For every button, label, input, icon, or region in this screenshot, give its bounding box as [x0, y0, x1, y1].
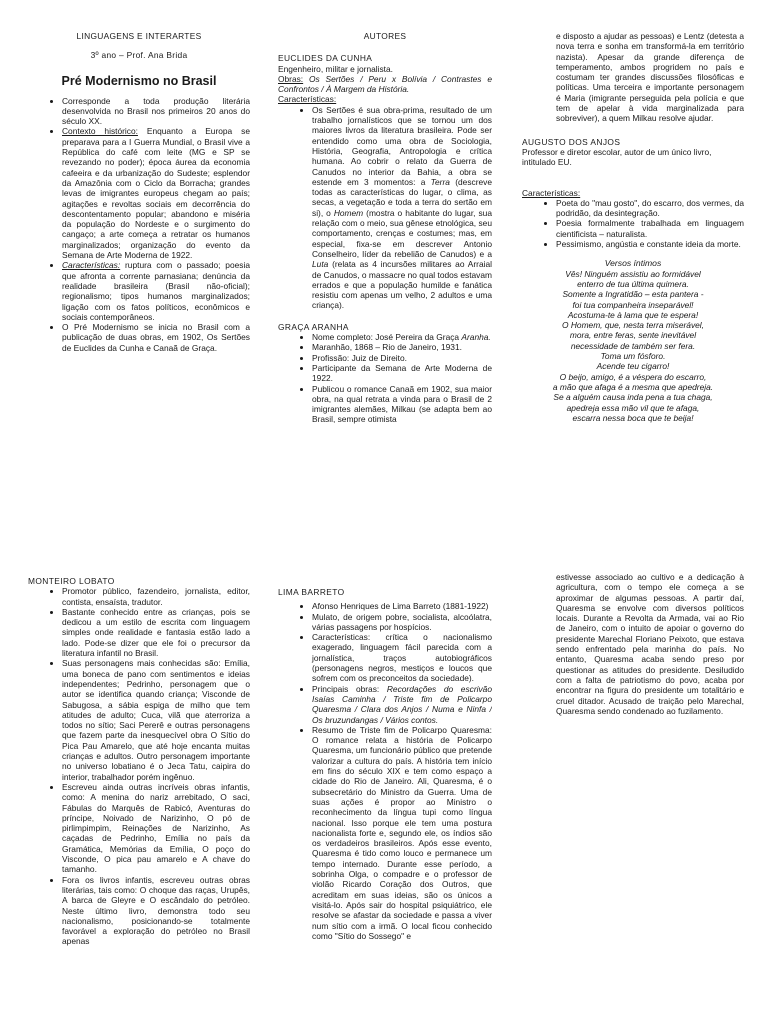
- intro-column: [28, 0, 250, 520]
- page-title: Pré Modernismo no Brasil: [61, 73, 217, 88]
- poem-line: apedreja essa mão vil que te afaga,: [566, 402, 700, 413]
- poem-line: mora, entre feras, sente inevitável: [569, 330, 697, 341]
- characteristics-label: Características:: [522, 187, 581, 198]
- poem-line: enterro de tua última quimera.: [577, 278, 689, 289]
- list-item: • Nome completo: José Pereira da Graça Aranha.: [312, 332, 492, 342]
- authors-header: AUTORES: [363, 31, 407, 41]
- poem-line: Se a alguém causa inda pena a tua chaga,: [553, 392, 713, 403]
- poem-line: Somente a Ingratidão – esta pantera -: [562, 289, 704, 300]
- author-name-graca: GRAÇA ARANHA: [278, 321, 349, 332]
- list-item: • Bastante conhecido entre as crianças, pois se dedicou a um estilo de escrita com linguagem simples onde realidade e fantasia estão lado a lado. Pode-se dizer que ele foi o precursor da literatura infantil no Brasil.: [62, 607, 250, 658]
- author-description: Engenheiro, militar e jornalista.: [278, 63, 393, 74]
- quaresma-continuation-column: [522, 572, 744, 1024]
- list-item: • Suas personagens mais conhecidas são: Emília, uma boneca de pano com sentimentos e ideias independentes; Pedrinho, personagem que o autor se identifica quando criança; Visconde de Sabugosa, a sábia espiga de milho que tem atitudes de adulto; Cuca, vilã que aterroriza a todos no sítio; Saci Pererê e outras personagens que fazem parte da inesquecível obra O Sítio do Pica Pau Amarelo, que até hoje encanta muitas crianças e adultos. Outro personagem importante no universo lobatiano é o Jeca Tatu, caipira do interior, trabalhador porém ingênuo.: [62, 658, 250, 782]
- course-header: LINGUAGENS E INTERARTES: [76, 31, 202, 41]
- author-description: Professor e diretor escolar, autor de um único livro, intitulado EU.: [522, 146, 712, 168]
- lima-barreto-column: [278, 572, 492, 1024]
- lobato-column: [28, 572, 250, 1024]
- graca-list: [278, 332, 492, 425]
- canaa-continuation: e disposto a ajudar as pessoas) e Lentz (detesta a nova terra e sonha em transformá-la em território nazista). Apesar da grande diferença de temperamento, ambos progridem no país e costumam ter grandes discussões filosóficas e políticas. Uma terceira e importante personagem é Maria (imigrante perseguida pela polícia e que tem de apelar à vida marginalizada para sobreviver), a quem Milkau resolve ajudar.: [556, 31, 744, 124]
- author-name-euclides: EUCLIDES DA CUNHA: [278, 53, 373, 64]
- list-item: • Características: ruptura com o passado; poesia que afronta a corrente parnasiana; denúncia da realidade brasileira (Brasil não-oficial); regionalismo; tipos humanos marginalizados; ligação com os fatos políticos, econômicos e sociais contemporâneos.: [62, 260, 250, 322]
- list-item: • Escreveu ainda outras incríveis obras infantis, como: A menina do nariz arrebitado, O saci, Fábulas do Marquês de Rabicó, Aventuras do príncipe, Noivado de Narizinho, O pó de pirlimpimpim, Reinações de Narizinho, As caçadas de Pedrinho, Emília no país da Gramática, Memórias da Emília, O poço do Visconde, O pica pau amarelo e A chave do tamanho.: [62, 782, 250, 875]
- context-label: Contexto histórico:: [62, 126, 138, 137]
- poem-line: a mão que afaga é a mesma que apedreja.: [552, 381, 714, 392]
- authors-column: [278, 0, 492, 520]
- poem-line: Acostuma-te à lama que te espera!: [567, 309, 699, 320]
- poem-title: Versos íntimos: [604, 258, 662, 269]
- list-item: • Resumo de Triste fim de Policarpo Quaresma: O romance relata a história de Policarpo Quaresma, um funcionário público que pretende valorizar a cultura do país. A história tem início em fins do século XIX e tem como espaço a cidade do Rio de Janeiro. Ali, Quaresma, é o subsecretário do Ministro da Guerra. Uma de suas ações é propor ao Ministro o reconhecimento da língua tupi como língua nacional. Isso porque ele tem uma postura nacionalista forte e, segundo ele, os índios são os verdadeiros brasileiros. Após esse evento, Quaresma é tido como louco e permanece um tempo internado. Durante esse período, a sobrinha Olga, o compadre e o professor de violão Ricardo Coração dos Outros, que acreditam em suas ideias, são os únicos a visitá-lo. Após sair do hospital psiquiátrico, ele resolve se afastar da sociedade e passa a viver num sítio com a irmã. O local ficou conhecido como "Sítio do Sossego" e: [312, 725, 492, 941]
- list-item: • O Pré Modernismo se inicia no Brasil com a publicação de duas obras, em 1902, Os Sertões de Euclides da Cunha e Canaã de Graça.: [62, 322, 250, 353]
- continuation-column: [522, 0, 744, 520]
- author-name-augusto: AUGUSTO DOS ANJOS: [522, 136, 621, 147]
- poem-line: necessidade de também ser fera.: [570, 340, 696, 351]
- poem-line: Acende teu cigarro!: [596, 361, 670, 372]
- intro-list: [28, 96, 250, 353]
- list-item: • Afonso Henriques de Lima Barreto (1881-1922): [312, 601, 492, 611]
- author-name-lobato: MONTEIRO LOBATO: [28, 576, 115, 586]
- lobato-list: [28, 586, 250, 946]
- poem-line: foi tua companheira inseparável!: [572, 299, 694, 310]
- poem-line: Toma um fósforo.: [600, 351, 666, 362]
- list-item: • Principais obras: Recordações do escrivão Isaías Caminha / Triste fim de Policarpo Quaresma / Clara dos Anjos / Numa e Ninfa / Os bruzundangas / Vários contos.: [312, 684, 492, 725]
- lima-barreto-list: [278, 601, 492, 941]
- list-item: • Características: crítica o nacionalismo exagerado, linguagem fácil parecida com a jornalística, traços autobiográficos (personagens negros, mestiços e loucos que sofrem com os preconceitos da sociedade).: [312, 632, 492, 683]
- augusto-list: [522, 198, 744, 249]
- poem: [522, 258, 744, 423]
- course-subheader: 3º ano – Prof. Ana Brida: [90, 50, 188, 61]
- list-item: • Os Sertões é sua obra-prima, resultado de um trabalho jornalísticos que se tornou um dos maiores livros da literatura brasileira. Pode ser entendido como uma obra de Sociologia, História, Geografia, Antropologia e crítica humana. Ao cobrir o relato da Guerra de Canudos no interior da Bahia, a obra se estende em 3 momentos: a Terra (descreve todas as características do lugar, o clima, as secas, a vegetação e toda a terra do sertão em si), o Homem (mostra o habitante do lugar, sua relação com o meio, sua gênese etnológica, seu comportamento, crenças e costumes; mas, em especial, fixa-se em descrever Antonio Conselheiro, líder da rebelião de Canudos) e a Luta (relata as 4 incursões militares ao Arraial de Canudos, o massacre no qual todos estavam errados e que a população humilde e fanática resistiu com apenas um velho, 2 adultos e uma criança).: [312, 105, 492, 311]
- poem-line: O Homem, que, nesta terra miserável,: [562, 320, 704, 331]
- list-item: • Contexto histórico: Enquanto a Europa se preparava para a I Guerra Mundial, o Brasil vive a República do café com leite (MG e SP se revezando no poder); época áurea da economia cafeeira e da urbanização do Sudeste; esplendor da Amazônia com o Ciclo da Borracha; grandes levas de imigrantes europeus chegam ao país; agitações e revoltas sociais em decorrência do descontentamento popular; abandono e miséria da população do Nordeste e o surgimento do cangaço; a arte começa a retratar os humanos marginalizados; organização do evento da Semana de Arte Moderna de 1922.: [62, 126, 250, 260]
- poem-line: Vês! Ninguém assistiu ao formidável: [565, 268, 701, 279]
- euclides-list: [278, 105, 492, 311]
- list-item: • Fora os livros infantis, escreveu outras obras literárias, tais como: O choque das raças, Urupês, A barca de Gleyre e O escândalo do petróleo. Neste último livro, demonstra todo seu nacionalismo, posicionando-se totalmente favorável a exploração do petróleo no Brasil apenas: [62, 875, 250, 947]
- list-item: • Maranhão, 1868 – Rio de Janeiro, 1931.: [312, 342, 492, 352]
- author-name-lima-barreto: LIMA BARRETO: [278, 587, 345, 597]
- list-item: • Publicou o romance Canaã em 1902, sua maior obra, na qual retrata a vinda para o Brasil de 2 imigrantes alemães, Milkau (se adapta bem ao Brasil, sempre otimista: [312, 384, 492, 425]
- characteristics-label: Características:: [278, 94, 337, 105]
- list-item: • Mulato, de origem pobre, socialista, alcoólatra, várias passagens por hospícios.: [312, 612, 492, 633]
- list-item: • Profissão: Juiz de Direito.: [312, 353, 492, 363]
- list-item: • Poeta do "mau gosto", do escarro, dos vermes, da podridão, da desintegração.: [556, 198, 744, 219]
- list-item: • Participante da Semana de Arte Moderna de 1922.: [312, 363, 492, 384]
- works-line: Obras: Os Sertões / Peru x Bolívia / Contrastes e Confrontos / À Margem da História.: [278, 73, 492, 95]
- list-item: • Corresponde a toda produção literária desenvolvida no Brasil nos primeiros 20 anos do século XX.: [62, 96, 250, 127]
- poem-line: escarra nessa boca que te beija!: [572, 412, 694, 423]
- poem-line: O beijo, amigo, é a véspera do escarro,: [559, 371, 707, 382]
- characteristics-label: Características:: [62, 260, 121, 271]
- list-item: • Pessimismo, angústia e constante ideia da morte.: [556, 239, 744, 249]
- list-item: • Promotor público, fazendeiro, jornalista, editor, contista, ensaísta, tradutor.: [62, 586, 250, 607]
- list-item: • Poesia formalmente trabalhada em linguagem cientificista – naturalista.: [556, 218, 744, 239]
- quaresma-continuation: estivesse associado ao cultivo e a dedicação à agricultura, com o tempo ele começa a se aproximar de algumas pessoas. A partir daí, Quaresma se envolve com diversos políticos locais. Durante a Revolta da Armada, vai ao Rio de Janeiro, com o intuito de apoiar o governo do presidente Marechal Floriano Peixoto, que estava sendo enfrentado pela marinha do país. No entanto, Quaresma acaba sendo preso por questionar as atitudes do presidente. Desiludido com a falta de patriotismo do povo, acaba por encontrar na figura do presidente um totalitário e cruel ditador. Acusado de traição pelo Marechal, Quaresma sendo condenado ao fuzilamento.: [556, 572, 744, 716]
